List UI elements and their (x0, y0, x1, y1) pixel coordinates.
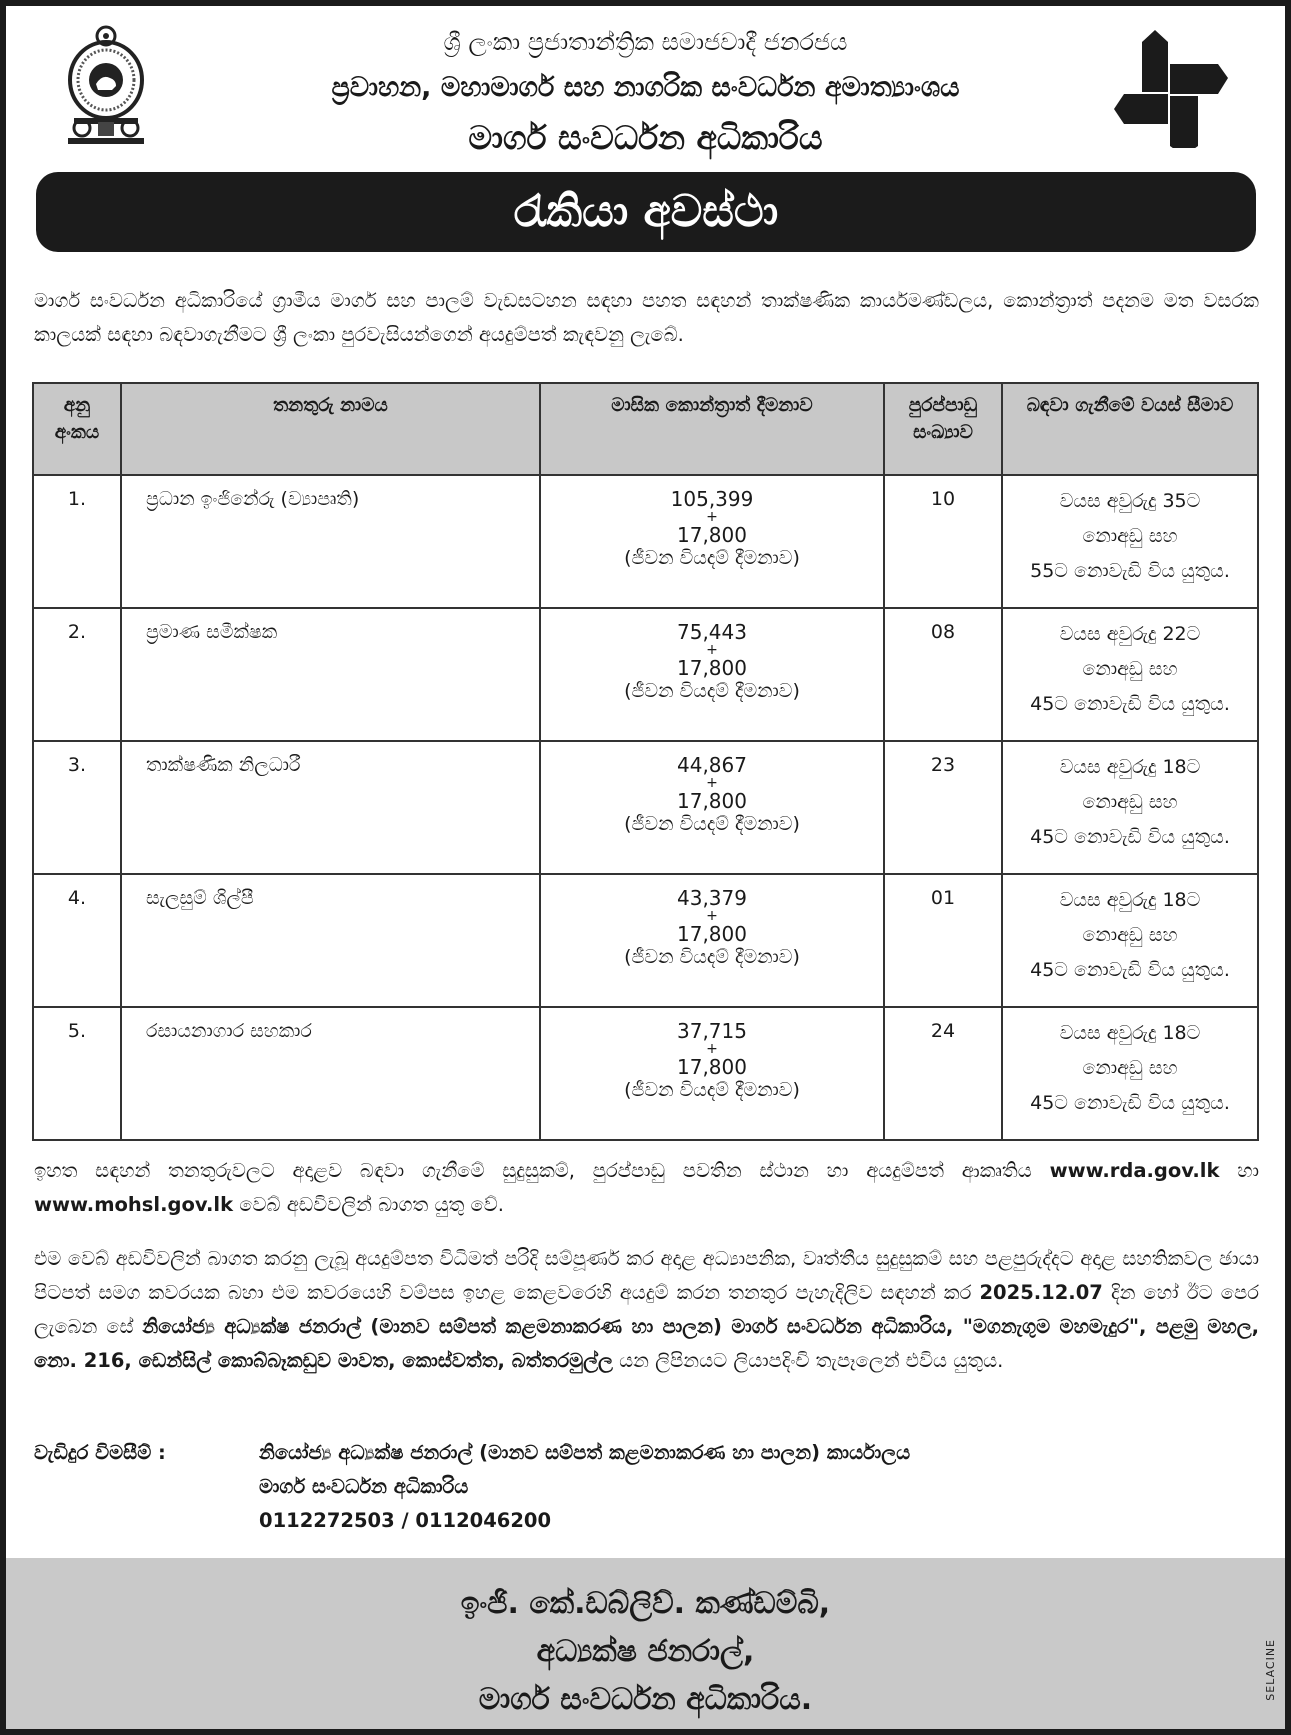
signature-footer (6, 1558, 1285, 1729)
plus-sign: + (706, 908, 718, 924)
mohsl-website-link[interactable]: www.mohsl.gov.lk (34, 1193, 234, 1216)
age-min: වයස අවුරුදු 18ට (1059, 889, 1201, 911)
age-limit (1002, 874, 1258, 1007)
living-allowance: 17,800 (677, 789, 747, 813)
age-max: 45ට නොවැඩි විය යුතුය. (1030, 959, 1230, 981)
authority-name: මාර්ග සංවර්ධන අධිකාරිය (468, 118, 823, 157)
plus-sign: + (706, 509, 718, 525)
details-conjunction: හා (1237, 1159, 1259, 1182)
row-number: 5. (33, 1007, 121, 1140)
age-max: 45ට නොවැඩි විය යුතුය. (1030, 1092, 1230, 1114)
age-limit (1002, 475, 1258, 608)
living-allowance-note: (ජීවන වියදම් දීමනාව) (624, 813, 800, 835)
age-max: 45ට නොවැඩි විය යුතුය. (1030, 693, 1230, 715)
contact-details (259, 1436, 1159, 1538)
plus-sign: + (706, 642, 718, 658)
submission-text: එම වෙබ් අඩවිවලින් බාගත කරනු ලැබූ අයදුම්පත විධිමත් පරිදි සම්පූර්ණ කර අදාළ අධ්‍යාපනික, වෘත්තීය සුදුසුකම් සහ පළපුරුද්දට අදාළ සහතිකවල ඡායා පිටපත් සමග කවරයක බහා එම කවරයෙහි වම්පස ඉහළ කෙළවරෙහි අයදුම් කරන තනතුර පැහැදිලිව සඳහන් කර (34, 1247, 1259, 1304)
header-vacancies: පුරප්පාඩු සංඛ්‍යාව (884, 383, 1002, 475)
submission-paragraph (34, 1242, 1259, 1378)
header-age: බඳවා ගැනීමේ වයස් සීමාව (1002, 383, 1258, 475)
monthly-allowance (540, 874, 884, 1007)
age-limit (1002, 741, 1258, 874)
age-connector: නොඅඩු සහ (1082, 791, 1178, 813)
signatory-organization: මාර්ග සංවර්ධන අධිකාරිය. (478, 1682, 813, 1717)
living-allowance: 17,800 (677, 523, 747, 547)
age-min: වයස අවුරුදු 18ට (1059, 1022, 1201, 1044)
position-title: ප්‍රධාන ඉංජිනේරු (ව්‍යාපෘති) (121, 475, 540, 608)
header-title: තනතුරු නාමය (121, 383, 540, 475)
signatory-name: ඉංජි. කේ.ඩබ්ලිව්. කණ්ඩම්බි, (460, 1586, 831, 1621)
position-title: ප්‍රමාණ සමීක්ෂක (121, 608, 540, 741)
age-connector: නොඅඩු සහ (1082, 525, 1178, 547)
monthly-allowance (540, 608, 884, 741)
contact-office: නියෝජ්‍ය අධ්‍යක්ෂ ජනරාල් (මානව සම්පත් කළමනාකරණ හා පාලන) කාර්යාලය (259, 1441, 911, 1464)
details-paragraph (34, 1154, 1259, 1222)
government-name: ශ්‍රී ලංකා ප්‍රජාතාන්ත්‍රික සමාජවාදී ජනරජය (443, 28, 848, 56)
age-max: 55ට නොවැඩි විය යුතුය. (1030, 560, 1230, 582)
postal-address: නියෝජ්‍ය අධ්‍යක්ෂ ජනරාල් (මානව සම්පත් කළමනාකරණ හා පාලන) මාර්ග සංවර්ධන අධිකාරිය, "මගනැගුම මහමැදුර", පළමු මහල, නො. 216, ඩෙන්සිල් කොබ්බෑකඩුව මාවත, කොස්වත්ත, බත්තරමුල්ල (34, 1315, 1260, 1372)
position-title: තාක්ෂණික නිලධාරී (121, 741, 540, 874)
living-allowance-note: (ජීවන වියදම් දීමනාව) (624, 547, 800, 569)
vacancy-count: 01 (884, 874, 1002, 1007)
row-number: 1. (33, 475, 121, 608)
living-allowance: 17,800 (677, 656, 747, 680)
living-allowance-note: (ජීවන වියදම් දීමනාව) (624, 946, 800, 968)
contract-salary: 37,715 (677, 1019, 747, 1043)
plus-sign: + (706, 1041, 718, 1057)
contact-label: වැඩිදුර විමසීම් : (34, 1441, 166, 1464)
position-title: රසායනාගාර සහකාර (121, 1007, 540, 1140)
vacancy-count: 24 (884, 1007, 1002, 1140)
vacancy-count: 23 (884, 741, 1002, 874)
monthly-allowance (540, 741, 884, 874)
deadline-date: 2025.12.07 (979, 1281, 1103, 1304)
table-row (33, 608, 1258, 741)
age-limit (1002, 1007, 1258, 1140)
intro-paragraph: මාර්ග සංවර්ධන අධිකාරියේ ග්‍රාමීය මාර්ග සහ පාලම් වැඩසටහන සඳහා පහත සඳහන් තාක්ෂණික කාර්යමණ්ඩලය, කොන්ත්‍රාත් පදනම මත වසරක කාලයක් සඳහා බඳවාගැනීමට ශ්‍රී ලංකා පුරවැසියන්ගෙන් අයදුම්පත් කැඳවනු ලැබේ. (34, 289, 1259, 346)
advertisement-page (6, 6, 1285, 1729)
contract-salary: 43,379 (677, 886, 747, 910)
table-row (33, 741, 1258, 874)
row-number: 4. (33, 874, 121, 1007)
ministry-name: ප්‍රවාහන, මහාමාර්ග සහ නාගරික සංවර්ධන අමාත්‍යාංශය (331, 72, 960, 103)
age-min: වයස අවුරුදු 22ට (1059, 623, 1201, 645)
header-no: අනු අංකය (33, 383, 121, 475)
age-connector: නොඅඩු සහ (1082, 1057, 1178, 1079)
details-text: ඉහත සඳහන් තනතුරුවලට අදාළව බඳවා ගැනීමේ සුදුසුකම්, පුරප්පාඩු පවතින ස්ථාන හා අයදුම්පත් ආකෘතිය (34, 1159, 1032, 1182)
monthly-allowance (540, 1007, 884, 1140)
age-limit (1002, 608, 1258, 741)
table-header-row (33, 383, 1258, 475)
vacancies-table (32, 382, 1259, 1141)
contact-phones: 0112272503 / 0112046200 (259, 1509, 552, 1532)
living-allowance-note: (ජීවන වියදම් දීමනාව) (624, 680, 800, 702)
contract-salary: 44,867 (677, 753, 747, 777)
header-salary: මාසික කොන්ත්‍රාත් දීමනාව (540, 383, 884, 475)
row-number: 2. (33, 608, 121, 741)
vacancies-banner: රැකියා අවස්ථා (36, 172, 1256, 252)
age-max: 45ට නොවැඩි විය යුතුය. (1030, 826, 1230, 848)
rda-website-link[interactable]: www.rda.gov.lk (1049, 1159, 1220, 1182)
vacancy-count: 10 (884, 475, 1002, 608)
table-row (33, 874, 1258, 1007)
living-allowance: 17,800 (677, 1055, 747, 1079)
submission-text-end: යන ලිපිනයට ලියාපදිංචි තැපෑලෙන් එවිය යුතුය. (619, 1349, 1004, 1372)
submission-text-mid: දින හෝ ඊට පෙර ලැබෙන සේ (34, 1281, 1260, 1338)
details-text-end: වෙබ් අඩවිවලින් බාගත යුතු වේ. (239, 1193, 504, 1216)
living-allowance: 17,800 (677, 922, 747, 946)
living-allowance-note: (ජීවන වියදම් දීමනාව) (624, 1079, 800, 1101)
contract-salary: 75,443 (677, 620, 747, 644)
contract-salary: 105,399 (670, 487, 754, 511)
contact-organization: මාර්ග සංවර්ධන අධිකාරිය (259, 1475, 469, 1498)
table-row (33, 1007, 1258, 1140)
monthly-allowance (540, 475, 884, 608)
age-connector: නොඅඩු සහ (1082, 924, 1178, 946)
row-number: 3. (33, 741, 121, 874)
agency-mark: SELACINE (1264, 1639, 1277, 1701)
signatory-designation: අධ්‍යක්ෂ ජනරාල්, (536, 1634, 755, 1669)
vacancy-count: 08 (884, 608, 1002, 741)
age-min: වයස අවුරුදු 18ට (1059, 756, 1201, 778)
table-row (33, 475, 1258, 608)
position-title: සැලසුම් ශිල්පී (121, 874, 540, 1007)
age-min: වයස අවුරුදු 35ට (1059, 490, 1201, 512)
age-connector: නොඅඩු සහ (1082, 658, 1178, 680)
plus-sign: + (706, 775, 718, 791)
